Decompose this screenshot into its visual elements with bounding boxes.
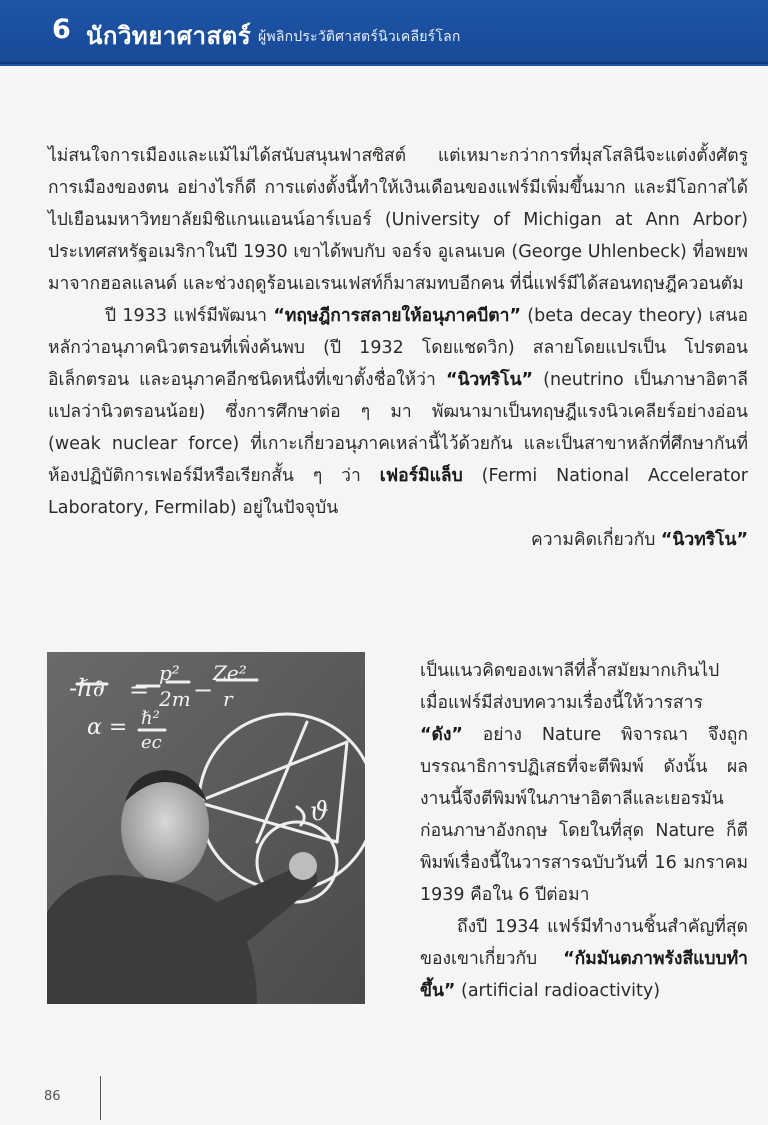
svg-text:-ℏ∂: -ℏ∂ bbox=[69, 674, 105, 702]
chapter-number: 6 bbox=[52, 14, 71, 45]
svg-text:Ze²: Ze² bbox=[213, 661, 247, 685]
photo-illustration bbox=[47, 652, 365, 1004]
header-divider bbox=[0, 64, 768, 66]
paragraph-4 bbox=[420, 911, 748, 1007]
svg-text:ϑ: ϑ bbox=[310, 797, 329, 827]
emphasis-fermilab: เฟอร์มิแล็บ bbox=[379, 466, 463, 486]
paragraph-3-start bbox=[48, 524, 748, 556]
text-run: ถึงปี 1934 แฟร์มีทำงานชิ้นสำคัญที่สุดของเขาเกี่ยวกับ bbox=[420, 917, 748, 969]
text-run: อย่าง Nature พิจารณา จึงถูกบรรณาธิการปฏิเสธที่จะตีพิมพ์ ดังนั้น ผลงานนี้จึงตีพิมพ์ในภาษาอิตาลีและเยอรมันก่อนภาษาอังกฤษ โดยในที่สุด Nature ก็ตีพิมพ์เรื่องนี้ในวารสารฉบับวันที่ 16 มกราคม 1939 คือใน 6 ปีต่อมา bbox=[420, 725, 748, 905]
text-run: (Fermi National Accelerator Laboratory, Fermilab) อยู่ในปัจจุบัน bbox=[48, 466, 748, 518]
svg-text:α =: α = bbox=[87, 715, 128, 740]
svg-text:r: r bbox=[223, 687, 233, 711]
svg-text:2m: 2m bbox=[159, 687, 191, 711]
emphasis-neutrino: “นิวทริโน” bbox=[445, 370, 534, 390]
main-text bbox=[48, 140, 748, 556]
svg-text:−: − bbox=[193, 676, 214, 704]
page-number: 86 bbox=[44, 1089, 61, 1104]
emphasis-beta-decay: “ทฤษฎีการสลายให้อนุภาคบีตา” bbox=[273, 306, 521, 326]
paragraph-3 bbox=[420, 655, 748, 911]
header-title: นักวิทยาศาสตร์ bbox=[86, 22, 252, 50]
footer-divider bbox=[100, 1076, 101, 1120]
emphasis-famous: “ดัง” bbox=[420, 725, 463, 745]
svg-text:ec: ec bbox=[141, 732, 162, 753]
text-run: เป็นแนวคิดของเพาลีที่ล้ำสมัยมากเกินไป เมื่อแฟร์มีส่งบทความเรื่องนี้ให้วารสาร bbox=[420, 661, 720, 713]
page-header bbox=[0, 0, 768, 64]
text-run: (artificial radioactivity) bbox=[455, 981, 661, 1001]
text-run: (beta decay theory) เสนอหลักว่าอนุภาคนิวตรอนที่เพิ่งค้นพบ (ปี 1932 โดยแชดวิก) สลายโดยแปรเป็น โปรตอน อิเล็กตรอน และอนุภาคอีกชนิดหนึ่งที่เขาตั้งชื่อให้ว่า bbox=[48, 306, 748, 390]
portrait-hand bbox=[289, 852, 317, 880]
emphasis-neutrino-2: “นิวทริโน” bbox=[660, 530, 748, 550]
text-run: (neutrino เป็นภาษาอิตาลีแปลว่านิวตรอนน้อย) ซึ่งการศึกษาต่อ ๆ มา พัฒนามาเป็นทฤษฎีแรงนิวเคลียร์อย่างอ่อน (weak nuclear force) ที่เกาะเกี่ยวอนุภาคเหล่านี้ไว้ด้วยกัน และเป็นสาขาหลักที่ศึกษากันที่ห้องปฏิบัติการเฟอร์มีหรือเรียกสั้น ๆ ว่า bbox=[48, 370, 749, 486]
text-run: ความคิดเกี่ยวกับ bbox=[531, 530, 661, 550]
wrapped-text bbox=[420, 655, 748, 1007]
photo-fermi-at-blackboard bbox=[47, 652, 365, 1004]
svg-text:ℏ²: ℏ² bbox=[141, 708, 160, 729]
emphasis-artificial-radioactivity: “กัมมันตภาพรังสีแบบทำขึ้น” bbox=[420, 949, 748, 1001]
paragraph-2 bbox=[48, 300, 748, 524]
text-run: ปี 1933 แฟร์มีพัฒนา bbox=[105, 306, 274, 326]
svg-text:p²: p² bbox=[159, 661, 180, 685]
header-subtitle: ผู้พลิกประวัติศาสตร์นิวเคลียร์โลก bbox=[258, 29, 461, 45]
svg-text:=: = bbox=[129, 676, 150, 704]
paragraph-1: ไม่สนใจการเมืองและแม้ไม่ได้สนับสนุนฟาสซิสต์ แต่เหมาะกว่าการที่มุสโสลินีจะแต่งตั้งศัตรูการเมืองของตน อย่างไรก็ดี การแต่งตั้งนี้ทำให้เงินเดือนของแฟร์มีเพิ่มขึ้นมาก และมีโอกาสได้ไปเยือนมหาวิทยาลัยมิชิแกนแอนน์อาร์เบอร์ (University of Michigan at Ann Arbor) ประเทศสหรัฐอเมริกาในปี 1930 เขาได้พบกับ จอร์จ อูเลนเบค (George Uhlenbeck) ที่อพยพมาจากฮอลแลนด์ และช่วงฤดูร้อนเอเรนเฟสท์ก็มาสมทบอีกคน ที่นี่แฟร์มีได้สอนทฤษฎีควอนตัม bbox=[48, 146, 748, 294]
